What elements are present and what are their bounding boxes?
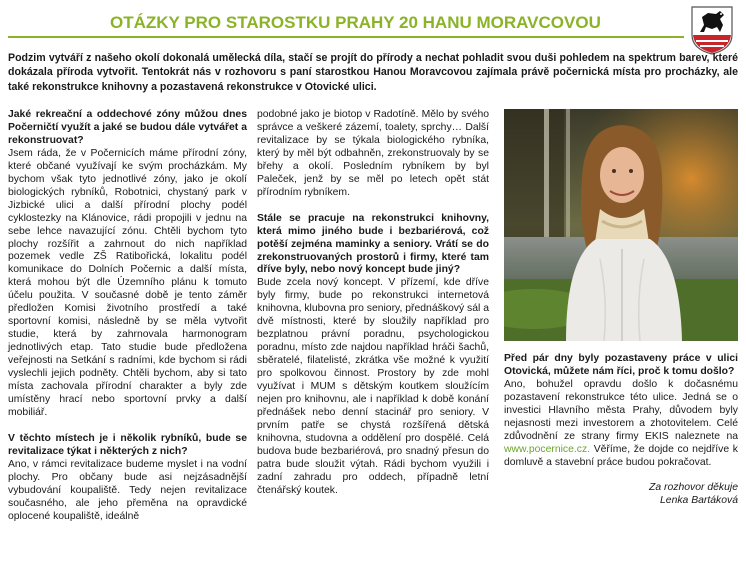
- question-3: Stále se pracuje na rekonstrukci knihovny, která mimo jiného bude i bezbariérová, což potěší zejména maminky a seniory. Vrátí se do zrekonstruovaných prostorů i firmy, které tam dříve byly, nebo nový koncept bude jiný?: [257, 212, 489, 276]
- column-1: [8, 109, 247, 524]
- answer-4-text-before: Ano, bohužel opravdu došlo k dočasnému pozastavení rekonstrukce této ulice. Jedná se o investici Hlavního města Prahy, důvodem byly nejasnosti mezi investorem a zhotovitelem. Celé zdůvodnění ze strany firmy EKIS naleznete na: [504, 378, 738, 442]
- article-title: OTÁZKY PRO STAROSTKU PRAHY 20 HANU MORAVCOVOU: [110, 13, 601, 32]
- spacer: [8, 420, 247, 433]
- municipal-coat-of-arms-icon: [690, 5, 734, 55]
- signature: [504, 482, 738, 508]
- answer-4-text-after: Věříme, že dojde co nejdříve k domluvě a stavební práce budou pokračovat.: [504, 443, 738, 468]
- answer-2: Ano, v rámci revitalizace budeme myslet i na vodní plochy. Pro občany bude asi nejzásadnější vybudování koupaliště. Tedy nejen revitalizace současného, ale jeho přeměna na opravdické oplocené koupaliště, ideálně: [8, 458, 247, 522]
- signature-line-2: Lenka Bartáková: [660, 494, 738, 506]
- question-1: Jaké rekreační a oddechové zóny můžou dnes Počerničtí využít a jaké se budou dále vytvářet a rekonstruovat?: [8, 109, 247, 146]
- lead-paragraph: Podzim vytváří z našeho okolí dokonalá umělecká díla, stačí se projít do přírody a nechat pohladit svou duši pohledem na spektrum barev, které dokázala příroda vytvořit. Tentokrát nás v rozhovoru s paní starostkou Hanou Moravcovou zajímala právě počernická místa pro procházky, ale také rekonstrukce knihovny a pozastavená rekonstrukce v Otovické ulici.: [8, 52, 738, 93]
- column-3: [504, 353, 738, 507]
- signature-line-1: Za rozhovor děkuje: [649, 481, 738, 493]
- question-2: V těchto místech je i několik rybníků, bude se revitalizace týkat i některých z nich?: [8, 432, 247, 457]
- website-link[interactable]: www.pocernice.cz.: [504, 443, 591, 455]
- title-rule: [8, 36, 684, 38]
- column-2: [257, 109, 489, 498]
- question-4: Před pár dny byly pozastaveny práce v ulici Otovická, můžete nám říci, proč k tomu došlo?: [504, 353, 738, 377]
- portrait-photo-icon: [504, 109, 738, 341]
- answer-1: Jsem ráda, že v Počernicích máme přírodní zóny, které občané využívají ke svým procházkám. My bychom však tyto jednotlivé zóny, jako je okolí biologických rybníků, Robotnici, chystaný park v Jizbické ulici a další přírodní plochy podél cyklostezky na Klánovice, rádi propojili v jednu na sebe lehce navazující zónu. Chtěli bychom tyto plochy rozšířit a zahrnout do nich například pozemek vedle ZŠ Ratibořická, lokalitu podél komunikace do Dolních Počernic a další místa, která mohou být dle Územního plánu k tomuto účelu použita. V současné době je tento záměr předložen Komisi životního prostředí a také sportovní komisi, následně by se měla vytvořit studie, která by zahrnovala harmonogram jednotlivých etap. Tato studie bude předložena veřejnosti na Setkání s radními, kde bychom si rádi vyslechli jejich podněty. Chtěli bychom, aby si tato místa zachovala přírodní charakter a byly zde umístěny hrací nebo sportovní prvky a další mobiliář.: [8, 147, 247, 418]
- spacer: [257, 200, 489, 213]
- answer-4: [504, 379, 738, 470]
- answer-2-continued: podobné jako je biotop v Radotíně. Mělo by svého správce a veškeré zázemí, toalety, sprchy… Další revitalizace by se týkala biologického rybníka, který by měl být odbahněn, zrekonstruovaly by se břehy a okolí. Posledním rybníkem by byl Paleček, jenž by se měl po letech opět stát přírodním rybníkem.: [257, 109, 489, 198]
- article-header: [0, 0, 746, 40]
- answer-3: Bude zcela nový koncept. V přízemí, kde dříve byly firmy, bude po rekonstrukci internetová knihovna, klubovna pro seniory, přednáškový sál a dvě místnosti, které by sloužily například pro bezplatnou právní poradnu, psychologickou poradnu, místo zde najdou například hráči šachů, sběratelé, filatelisté, zkrátka vše možné k využití pro spolkovou činnost. Prostory by zde mohl využívat i MUM s dětským koutkem sloužícím nejen pro knihovnu, ale i například k době konání přednášek nebo denní stacinář pro seniory. V prvním patře se chystá rozšířená dětská knihovna, studovna a oddělení pro dospělé. Celá budova bude bezbariérová, pro snadný přesun do patra bude sloužit výtah. Rádi bychom využili i zadní zahradu pro oddech, případně letní čtenářský koutek.: [257, 277, 489, 496]
